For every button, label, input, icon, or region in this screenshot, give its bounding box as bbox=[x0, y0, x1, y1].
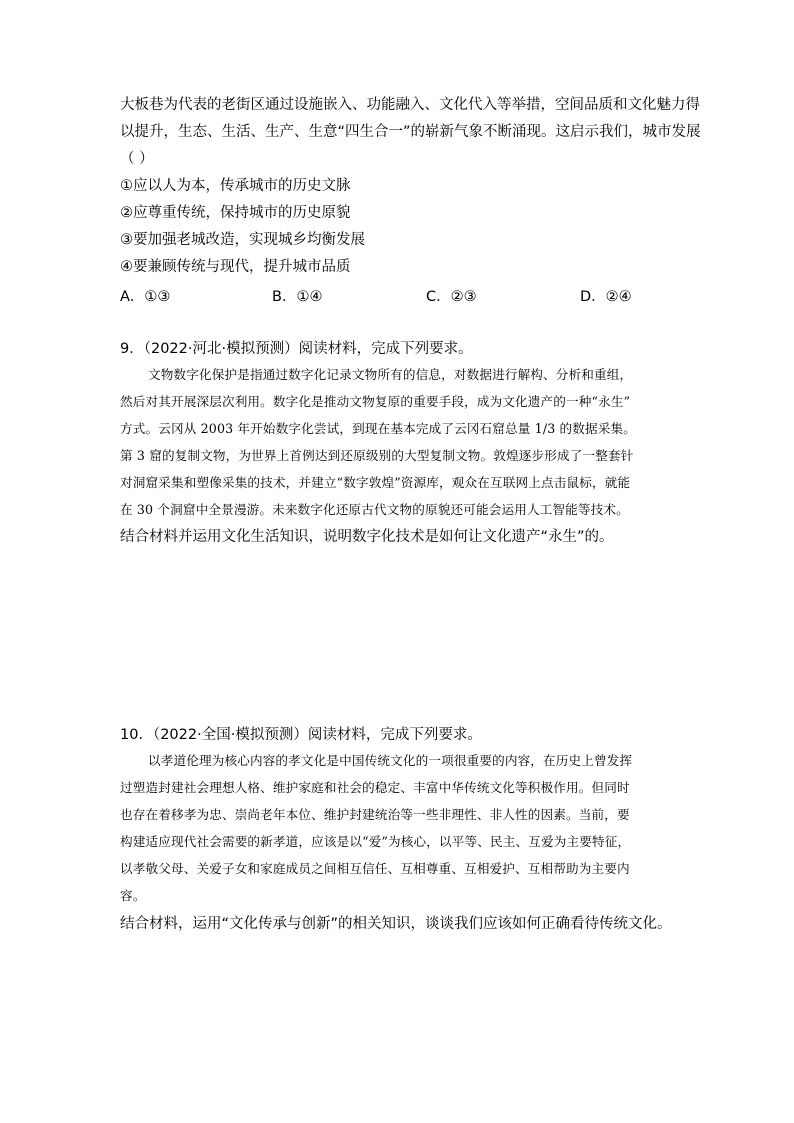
q10-material-line-6: 容。 bbox=[120, 888, 146, 903]
q9-material-line-2: 然后对其开展深层次利用。数字化是推动文物复原的重要手段，成为文化遗产的一种“永生” bbox=[120, 394, 631, 409]
q9-material-line-1: 文物数字化保护是指通过数字化记录文物所有的信息，对数据进行解构、分析和重组， bbox=[148, 367, 633, 382]
q9-header: 9．（2022·河北·模拟预测）阅读材料，完成下列要求。 bbox=[120, 341, 473, 357]
q8-stem-line-2: 以提升，生态、生活、生产、生意“四生合一”的崭新气象不断涌现。这启示我们，城市发展 bbox=[120, 124, 701, 140]
q8-stem-line-1: 大板巷为代表的老街区通过设施嵌入、功能融入、文化代入等举措，空间品质和文化魅力得 bbox=[120, 97, 700, 113]
choice-c: C．②③ bbox=[426, 289, 477, 305]
q8-choices bbox=[120, 285, 680, 305]
q10-material-line-1: 以孝道伦理为核心内容的孝文化是中国传统文化的一项很重要的内容，在历史上曾发挥 bbox=[148, 753, 633, 768]
q8-option-2: ②应尊重传统，保持城市的历史原貌 bbox=[120, 205, 351, 221]
choice-d: D．②④ bbox=[580, 289, 632, 305]
q10-question: 结合材料，运用“文化传承与创新”的相关知识，谈谈我们应该如何正确看待传统文化。 bbox=[120, 916, 672, 932]
q8-option-4: ④要兼顾传统与现代，提升城市品质 bbox=[120, 259, 351, 275]
q8-option-1: ①应以人为本，传承城市的历史文脉 bbox=[120, 178, 351, 194]
q9-material-line-3: 方式。云冈从 2003 年开始数字化尝试，到现在基本完成了云冈石窟总量 1/3 的数据采集。 bbox=[120, 421, 637, 436]
q9-material-line-5: 对洞窟采集和塑像采集的技术，并建立“数字敦煌”资源库，观众在互联网上点击鼠标，就能 bbox=[120, 475, 631, 490]
choice-b: B．①④ bbox=[272, 289, 323, 305]
choice-a: A．①③ bbox=[120, 289, 171, 305]
q10-material-line-4: 构建适应现代社会需要的新孝道，应该是以“爱”为核心，以平等、民主、互爱为主要特征， bbox=[120, 834, 631, 849]
q9-material-line-6: 在 30 个洞窟中全景漫游。未来数字化还原古代文物的原貌还可能会运用人工智能等技术。 bbox=[120, 502, 629, 517]
q9-material-line-4: 第 3 窟的复制文物，为世界上首例达到还原级别的大型复制文物。敦煌逐步形成了一整套针 bbox=[120, 448, 634, 463]
q8-option-3: ③要加强老城改造，实现城乡均衡发展 bbox=[120, 232, 365, 248]
q10-header: 10．（2022·全国·模拟预测）阅读材料，完成下列要求。 bbox=[120, 727, 482, 743]
q9-question: 结合材料并运用文化生活知识，说明数字化技术是如何让文化遗产“永生”的。 bbox=[120, 529, 614, 545]
q10-material-line-3: 也存在着移孝为忠、崇尚老年本位、维护封建统治等一些非理性、非人性的因素。当前，要 bbox=[120, 807, 630, 822]
q10-material-line-5: 以孝敬父母、关爱子女和家庭成员之间相互信任、互相尊重、互相爱护、互相帮助为主要内 bbox=[120, 861, 630, 876]
q10-material-line-2: 过塑造封建社会理想人格、维护家庭和社会的稳定、丰富中华传统文化等积极作用。但同时 bbox=[120, 780, 630, 795]
q8-answer-blank: （ ） bbox=[120, 151, 154, 167]
